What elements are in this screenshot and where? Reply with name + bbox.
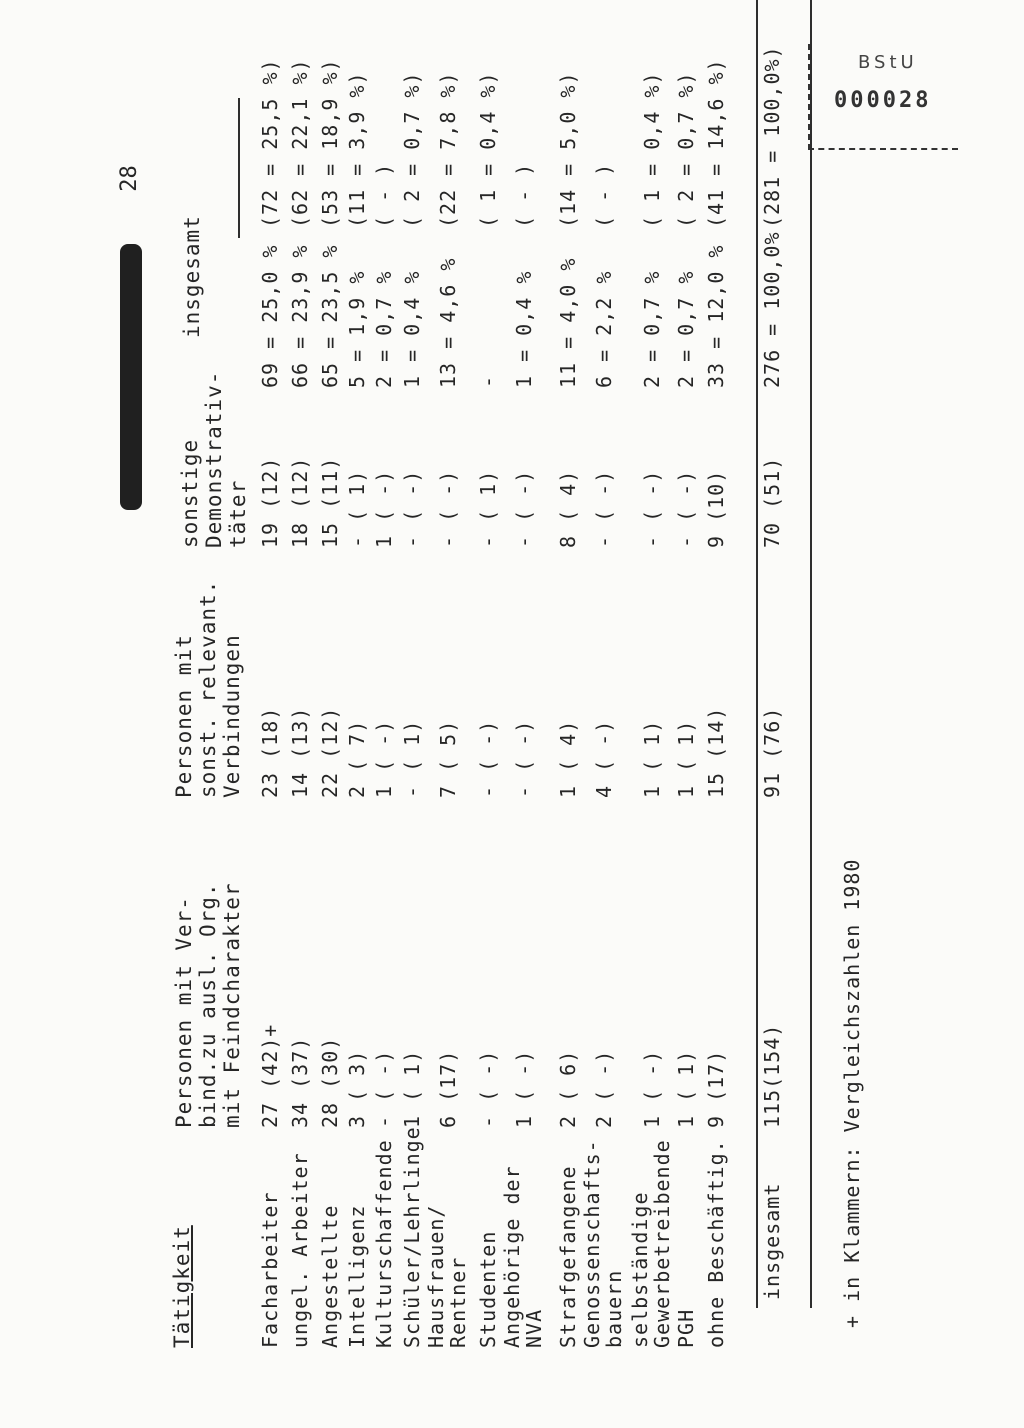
row-cell-c3: - ( -) <box>674 469 698 548</box>
total-col4a: 276 = 100,0% <box>760 231 784 388</box>
row-cell-c3: 1 ( -) <box>372 469 396 548</box>
row-cell-c1: 34 (37) <box>288 1036 312 1128</box>
stamp-number: 000028 <box>834 88 932 113</box>
row-cell-c3: - ( 1) <box>476 469 500 548</box>
row-cell-c4b: (41 = 14,6 %) <box>704 58 728 228</box>
row-cell-c3: 8 ( 4) <box>556 469 580 548</box>
row-cell-c2: 1 ( 1) <box>640 719 664 798</box>
row-label: Hausfrauen/ <box>424 1204 448 1348</box>
page-number: 28 <box>116 165 142 192</box>
row-cell-c4a: 69 = 25,0 % <box>258 244 282 388</box>
row-label: Angestellte <box>318 1204 342 1348</box>
row-cell-c4a: - <box>476 374 500 388</box>
row-cell-c3: - ( -) <box>436 469 460 548</box>
row-cell-c1: 1 ( 1) <box>400 1049 424 1128</box>
row-label: Studenten <box>476 1230 500 1348</box>
row-cell-c4a: 1 = 0,4 % <box>512 270 536 388</box>
row-cell-c1: 1 ( -) <box>640 1049 664 1128</box>
row-cell-c4a: 2 = 0,7 % <box>674 270 698 388</box>
row-cell-c3: - ( -) <box>400 469 424 548</box>
header-col4: insgesamt <box>180 215 204 338</box>
row-cell-c4b: ( 1 = 0,4 %) <box>476 71 500 228</box>
row-label: ungel. Arbeiter <box>288 1152 312 1348</box>
header-col3-l1: sonstige <box>178 438 202 548</box>
row-label: Kulturschaffende <box>372 1139 396 1348</box>
row-cell-c4b: ( 2 = 0,7 %) <box>674 71 698 228</box>
row-label: Angehörige der <box>500 1165 524 1348</box>
header-rule <box>238 98 240 238</box>
row-cell-c2: 22 (12) <box>318 706 342 798</box>
row-cell-c3: - ( -) <box>592 469 616 548</box>
row-cell-c1: 27 (42)+ <box>258 1023 282 1128</box>
header-col3-l3: täter <box>226 479 250 548</box>
total-col1: 115(154) <box>760 1023 784 1128</box>
row-cell-c1: 2 ( 6) <box>556 1049 580 1128</box>
row-cell-c2: 1 ( 1) <box>674 719 698 798</box>
row-cell-c2: 2 ( 7) <box>345 719 369 798</box>
header-activity: Tätigkeit <box>170 1225 194 1348</box>
row-cell-c4a: 33 = 12,0 % <box>704 244 728 388</box>
row-cell-c1: 3 ( 3) <box>345 1049 369 1128</box>
row-cell-c4a: 11 = 4,0 % <box>556 257 580 388</box>
row-cell-c4b: (62 = 22,1 %) <box>288 58 312 228</box>
row-label: Genossenschafts- <box>580 1139 604 1348</box>
total-col2: 91 (76) <box>760 706 784 798</box>
row-cell-c4b: ( 1 = 0,4 %) <box>640 71 664 228</box>
row-label: Strafgefangene <box>556 1165 580 1348</box>
row-cell-c2: - ( -) <box>512 719 536 798</box>
row-cell-c1: 2 ( -) <box>592 1049 616 1128</box>
row-cell-c3: 9 (10) <box>704 469 728 548</box>
total-rule-bottom <box>810 0 812 1308</box>
row-cell-c4a: 2 = 0,7 % <box>372 270 396 388</box>
row-label: PGH <box>674 1308 698 1348</box>
row-cell-c4b: (11 = 3,9 %) <box>345 71 369 228</box>
row-cell-c4a: 65 = 23,5 % <box>318 244 342 388</box>
row-cell-c4b: ( - ) <box>512 162 536 228</box>
row-cell-c1: - ( -) <box>476 1049 500 1128</box>
row-cell-c3: - ( -) <box>512 469 536 548</box>
total-rule-top <box>756 0 758 1308</box>
row-cell-c2: - ( 1) <box>400 719 424 798</box>
row-cell-c1: - ( -) <box>372 1049 396 1128</box>
row-cell-c3: 15 (11) <box>318 456 342 548</box>
row-label: NVA <box>522 1308 546 1348</box>
row-cell-c3: 18 (12) <box>288 456 312 548</box>
header-col1-l1: Personen mit Ver- <box>172 896 196 1128</box>
row-cell-c1: 6 (17) <box>436 1049 460 1128</box>
header-col1-l3: mit Feindcharakter <box>220 882 244 1128</box>
row-cell-c4b: ( - ) <box>592 162 616 228</box>
row-cell-c2: 23 (18) <box>258 706 282 798</box>
row-label: Schüler/Lehrlinge <box>400 1126 424 1348</box>
footnote: + in Klammern: Vergleichszahlen 1980 <box>840 858 864 1328</box>
stamp-label: BStU <box>858 52 918 73</box>
row-cell-c4b: (22 = 7,8 %) <box>436 71 460 228</box>
row-cell-c4a: 1 = 0,4 % <box>400 270 424 388</box>
header-col1-l2: bind.zu ausl. Org. <box>196 882 220 1128</box>
row-label: selbständige <box>628 1191 652 1348</box>
row-cell-c1: 28 (30) <box>318 1036 342 1128</box>
row-cell-c4b: (14 = 5,0 %) <box>556 71 580 228</box>
row-label: Rentner <box>446 1256 470 1348</box>
row-cell-c2: 4 ( -) <box>592 719 616 798</box>
total-label: insgesamt <box>760 1182 784 1300</box>
row-cell-c2: - ( -) <box>476 719 500 798</box>
row-cell-c2: 15 (14) <box>704 706 728 798</box>
row-cell-c1: 9 (17) <box>704 1049 728 1128</box>
total-col3: 70 (51) <box>760 456 784 548</box>
total-col4b: (281 = 100,0%) <box>760 45 784 228</box>
row-label: ohne Beschäftig. <box>704 1139 728 1348</box>
row-cell-c2: 1 ( -) <box>372 719 396 798</box>
header-col2-l1: Personen mit <box>172 634 196 798</box>
row-cell-c2: 7 ( 5) <box>436 719 460 798</box>
row-cell-c1: 1 ( 1) <box>674 1049 698 1128</box>
row-label: Intelligenz <box>345 1204 369 1348</box>
row-cell-c3: - ( -) <box>640 469 664 548</box>
row-label: bauern <box>602 1269 626 1348</box>
row-cell-c2: 1 ( 4) <box>556 719 580 798</box>
row-cell-c4a: 13 = 4,6 % <box>436 257 460 388</box>
row-cell-c4a: 6 = 2,2 % <box>592 270 616 388</box>
row-label: Gewerbetreibende <box>650 1139 674 1348</box>
row-cell-c4b: ( - ) <box>372 162 396 228</box>
row-cell-c4b: ( 2 = 0,7 %) <box>400 71 424 228</box>
header-col2-l2: Verbindungen <box>220 634 244 798</box>
header-col3-l2: Demonstrativ- <box>202 370 226 548</box>
header-col2-l2: sonst. relevant. <box>196 579 220 798</box>
row-cell-c3: - ( 1) <box>345 469 369 548</box>
row-cell-c1: 1 ( -) <box>512 1049 536 1128</box>
row-cell-c4a: 66 = 23,9 % <box>288 244 312 388</box>
row-cell-c4b: (72 = 25,5 %) <box>258 58 282 228</box>
row-cell-c3: 19 (12) <box>258 456 282 548</box>
row-cell-c4a: 5 = 1,9 % <box>345 270 369 388</box>
row-cell-c2: 14 (13) <box>288 706 312 798</box>
row-cell-c4b: (53 = 18,9 %) <box>318 58 342 228</box>
row-label: Facharbeiter <box>258 1191 282 1348</box>
row-cell-c4a: 2 = 0,7 % <box>640 270 664 388</box>
